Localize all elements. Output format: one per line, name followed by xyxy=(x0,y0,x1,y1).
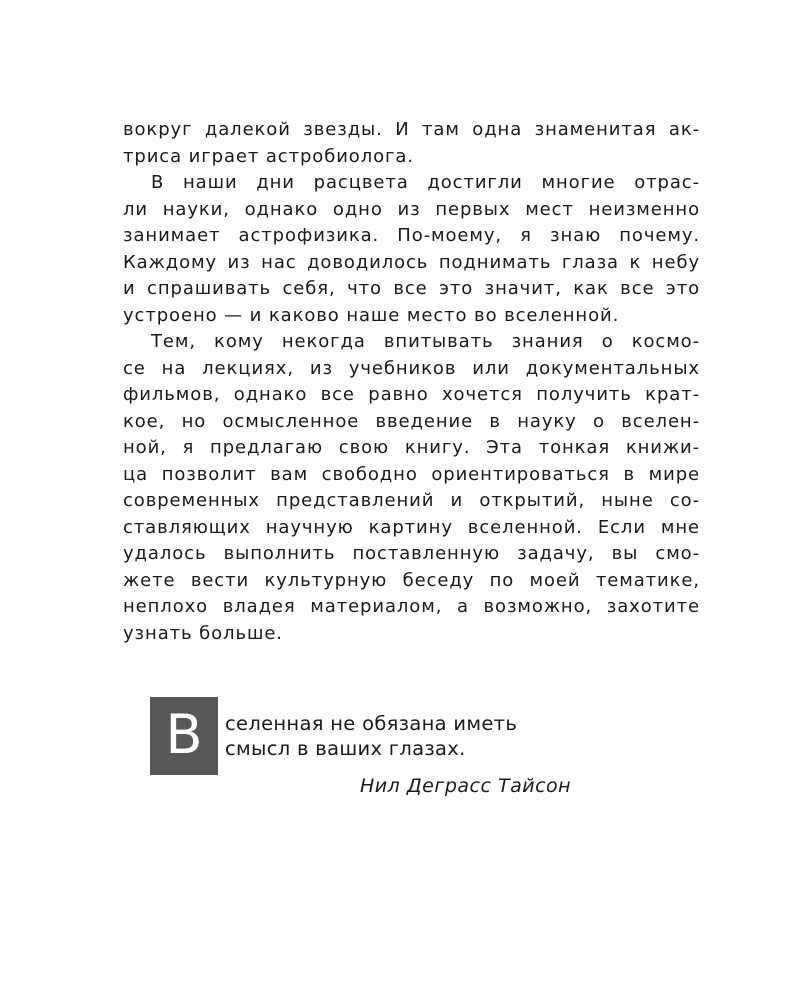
quote-author: Нил Деграсс Тайсон xyxy=(360,775,572,797)
text-line: триса играет астробиолога. xyxy=(123,145,414,167)
text-line: Каждому из нас доводилось поднимать глаза к небу xyxy=(123,251,700,273)
text-line: кое, но осмысленное введение в науку о вселен- xyxy=(123,410,700,432)
text-line: ставляющих научную картину вселенной. Если мне xyxy=(123,516,700,538)
text-line: Тем, кому некогда впитывать знания о космо- xyxy=(151,331,700,352)
text-line: удалось выполнить поставленную задачу, вы смо- xyxy=(123,543,700,564)
text-line: вокруг далекой звезды. И там одна знаменитая ак- xyxy=(123,119,700,140)
body-text xyxy=(123,117,700,647)
text-line: жете вести культурную беседу по моей тематике, xyxy=(123,569,700,591)
quote-line: смысл в ваших глазах. xyxy=(225,737,466,760)
quote-text xyxy=(225,711,517,761)
text-line: современных представлений и открытий, ныне со- xyxy=(123,490,700,511)
text-line: ли науки, однако одно из первых мест неизменно xyxy=(123,198,700,220)
quote-line: селенная не обязана иметь xyxy=(225,712,518,735)
text-line: и спрашивать себя, что все это значит, как все это xyxy=(123,278,700,299)
text-line: занимает астрофизика. По-моему, я знаю почему. xyxy=(123,225,700,246)
text-line: В наши дни расцвета достигли многие отрас- xyxy=(151,172,700,193)
dropcap-letter: В xyxy=(165,703,203,766)
dropcap-box xyxy=(150,697,218,775)
text-line: ца позволит вам свободно ориентироваться в мире xyxy=(123,463,700,485)
text-line: фильмов, однако все равно хочется получить крат- xyxy=(123,384,700,405)
epigraph-quote xyxy=(150,697,610,807)
text-line: неплохо владея материалом, а возможно, захотите xyxy=(123,596,700,617)
text-line: узнать больше. xyxy=(123,622,283,644)
text-line: ной, я предлагаю свою книгу. Эта тонкая книжи- xyxy=(123,437,700,458)
text-line: се на лекциях, из учебников или документальных xyxy=(123,357,700,379)
text-line: устроено — и каково наше место во вселенной. xyxy=(123,304,620,326)
